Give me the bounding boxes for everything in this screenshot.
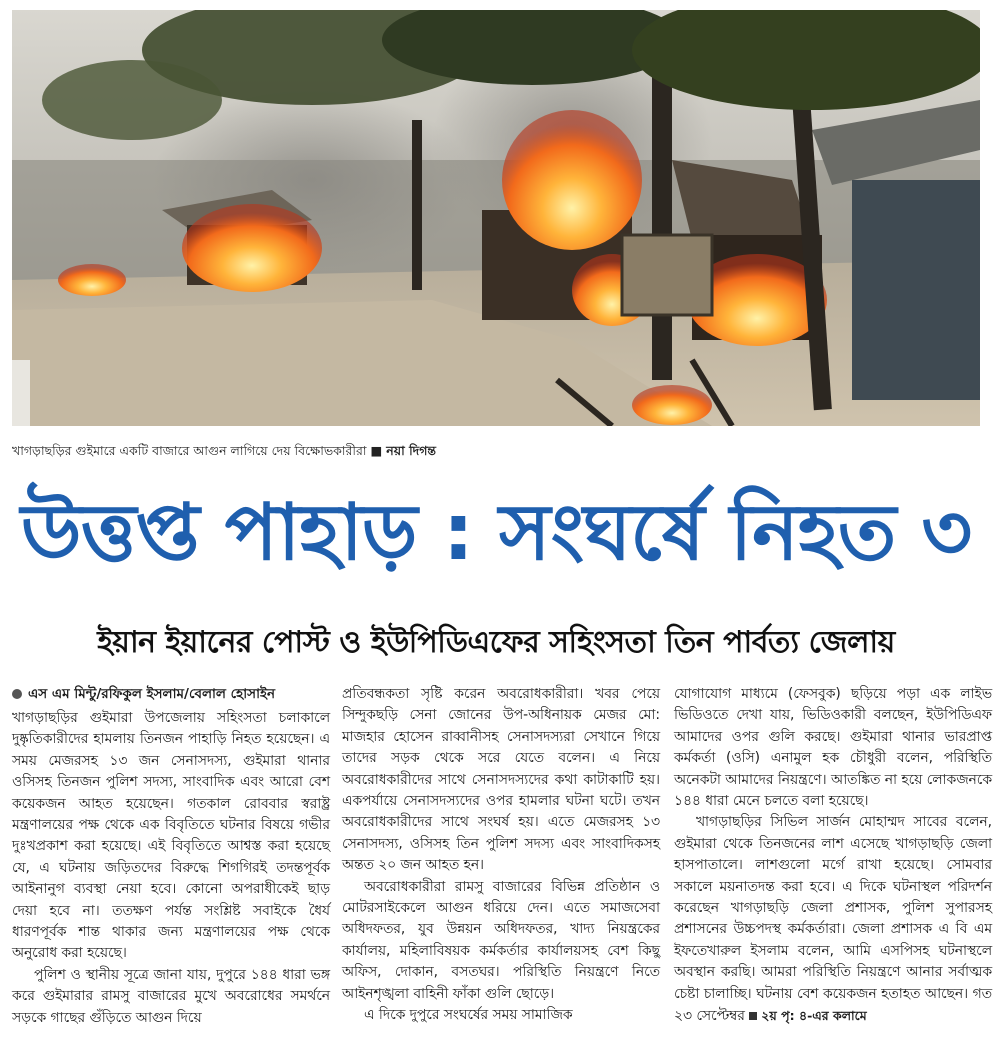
caption-text: খাগড়াছড়ির গুইমারে একটি বাজারে আগুন লাগিয়ে দেয় বিক্ষোভকারীরা: [12, 443, 367, 458]
photo-credit: নয়া দিগন্ত: [386, 443, 437, 458]
article-column-1: [12, 684, 330, 1029]
news-photo: [12, 10, 980, 426]
continued-note: [749, 1008, 866, 1023]
paragraph: প্রতিবন্ধকতা সৃষ্টি করেন অবরোধকারীরা। খবর পেয়ে সিন্দুকছড়ি সেনা জোনের উপ-অধিনায়ক মেজর মো: মাজহার হোসেন রাব্বানীসহ সেনাসদস্যরা সেখানে গিয়ে তাদের সড়ক থেকে সরে যেতে বলেন। এ নিয়ে অবরোধকারীদের সাথে সেনাসদস্যদের কথা কাটাকাটি হয়। একপর্যায়ে সেনাসদস্যদের ওপর হামলার ঘটনা ঘটে। তখন অবরোধকারীদের সাথে সংঘর্ষ হয়। এতে মেজরসহ ১৩ সেনাসদস্য, ওসিসহ তিন পুলিশ সদস্য এবং সাংবাদিকসহ অন্তত ২০ জন আহত হন।: [342, 686, 660, 874]
paragraph: অবরোধকারীরা রামসু বাজারের বিভিন্ন প্রতিষ্ঠান ও মোটরসাইকেলে আগুন ধরিয়ে দেন। এতে সমাজসেবা অধিদফতর, যুব উন্নয়ন অধিদফতর, খাদ্য নিয়ন্ত্রকের কার্যালয়, মহিলাবিষয়ক কর্মকর্তার কার্যালয়সহ বেশ কিছু অফিস, দোকান, বসতঘর। পরিস্থিতি নিয়ন্ত্রণে নিতে আইনশৃঙ্খলা বাহিনী ফাঁকা গুলি ছোড়ে।: [342, 878, 660, 1002]
square-icon: [749, 1012, 757, 1020]
sub-headline: ইয়ান ইয়ানের পোস্ট ও ইউপিডিএফের সহিংসতা তিন পার্বত্য জেলায়: [97, 625, 895, 660]
paragraph: খাগড়াছড়ির গুইমারা উপজেলায় সহিংসতা চলাকালে দুষ্কৃতিকারীদের হামলায় তিনজন পাহাড়ি নিহত হয়েছেন। এ সময় মেজরসহ ১৩ জন সেনাসদস্য, গুইমারা থানার ওসিসহ তিনজন পুলিশ সদস্য, সাংবাদিক এবং আরো বেশ কয়েকজন আহত হয়েছেন। গতকাল রোববার স্বরাষ্ট্র মন্ত্রণালয়ের পক্ষ থেকে এক বিবৃতিতে ঘটনার বিষয়ে গভীর দুঃখপ্রকাশ করা হয়েছে। এই বিবৃতিতে আশ্বস্ত করা হয়েছে যে, এ ঘটনায় জড়িতদের বিরুদ্ধে শিগগিরই তদন্তপূর্বক আইনানুগ ব্যবস্থা নেয়া হবে। কোনো অপরাধীকেই ছাড় দেয়া হবে না। ততক্ষণ পর্যন্ত সংশ্লিষ্ট সবাইকে ধৈর্য ধারণপূর্বক শান্ত থাকার জন্য মন্ত্রণালয়ের পক্ষ থেকে অনুরোধ করা হয়েছে।: [12, 710, 330, 962]
continued-text: ২য় পৃ: ৪-এর কলামে: [761, 1008, 867, 1024]
caption-separator: ■: [366, 443, 387, 458]
paragraph-text: খাগড়াছড়ির সিভিল সার্জন মোহাম্মদ সাবের বলেন, গুইমারা থেকে তিনজনের লাশ এসেছে খাগড়াছড়ি জেলা হাসপাতালে। লাশগুলো মর্গে রাখা হয়েছে। সোমবার সকালে ময়নাতদন্ত করা হবে। এ দিকে ঘটনাস্থল পরিদর্শন করেছেন খাগড়াছড়ি জেলা প্রশাসক, পুলিশ সুপারসহ প্রশাসনের উচ্চপদস্থ কর্মকর্তারা। জেলা প্রশাসক এ বি এম ইফতেখারুল ইসলাম বলেন, আমি এসপিসহ ঘটনাস্থলে অবস্থান করছি। আমরা পরিস্থিতি নিয়ন্ত্রণে আনার সর্বাত্মক চেষ্টা চালাচ্ছি। ঘটনায় বেশ কয়েকজন হতাহত আছেন। গত ২৩ সেপ্টেম্বর: [674, 814, 992, 1025]
main-headline: উত্তপ্ত পাহাড় : সংঘর্ষে নিহত ৩: [20, 488, 972, 578]
bullet-icon: [12, 689, 22, 699]
burning-market-scene: [12, 10, 980, 426]
paragraph: পুলিশ ও স্থানীয় সূত্রে জানা যায়, দুপুরে ১৪৪ ধারা ভঙ্গ করে গুইমারার রামসু বাজারের মুখে অবরোধের সমর্থনে সড়কে গাছের গুঁড়িতে আগুন দিয়ে: [12, 966, 330, 1026]
paragraph: [674, 812, 992, 1027]
byline: [12, 684, 330, 704]
photo-caption: [12, 443, 980, 459]
paragraph: যোগাযোগ মাধ্যমে (ফেসবুক) ছড়িয়ে পড়া এক লাইভ ভিডিওতে দেখা যায়, ভিডিওকারী বলছেন, ইউপিডিএফ আমাদের ওপর গুলি করছে। গুইমারা থানার ভারপ্রাপ্ত কর্মকর্তা (ওসি) এনামুল হক চৌধুরী বলেন, পরিস্থিতি অনেকটা আমাদের নিয়ন্ত্রণে। আতঙ্কিত না হয়ে লোকজনকে ১৪৪ ধারা মেনে চলতে বলা হয়েছে।: [674, 686, 992, 810]
paragraph: এ দিকে দুপুরে সংঘর্ষের সময় সামাজিক: [364, 1007, 573, 1024]
byline-text: এস এম মিন্টু/রফিকুল ইসলাম/বেলাল হোসাইন: [28, 686, 276, 702]
article-column-3: [674, 684, 992, 1028]
article-column-2: [342, 684, 660, 1027]
